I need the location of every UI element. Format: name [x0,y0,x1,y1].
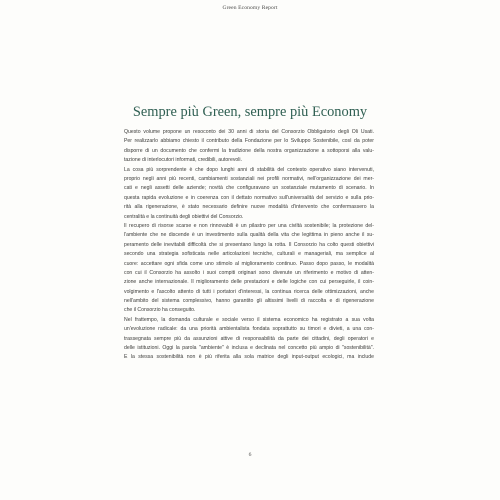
body-line: cuore: accettare ogni sfida come uno stimolo al miglioramento continuo. Passo dopo passo, le modalità [124,260,374,267]
body-line: centralità e la continuità degli obiettivi del Consorzio. [124,213,244,220]
body-line: tazione di interlocutori informati, credibili, autorevoli. [124,157,243,164]
body-line: E la stessa sostenibilità non è più riferita alla sola matrice degli input-output ecologici, ma include [124,354,374,361]
body-line: volgimento e l'ascolto attento di tutti i portatori d'interessi, la continua ricerca delle ottimizzazioni, anche [124,288,374,295]
body-line: Questo volume propone un resoconto dei 30 anni di storia del Consorzio Obbligatorio degli Oli Usati. [124,129,374,135]
body-line: un'evoluzione radicale: da una priorità ambientalista fondata soprattutto su timori e divieti, a una con- [124,326,374,333]
body-line: secondo una strategia sofisticata nelle articolazioni tecniche, culturali e manageriali, ma semplice al [124,251,374,258]
body-line: delle istituzioni. Oggi la parola "ambiente" è inclusa e declinata nel concetto più ampio di "sostenibilità". [124,345,374,352]
body-line: trassegnata sempre più da assunzioni attive di responsabilità da parte dei cittadini, degli operatori e [124,335,374,342]
body-line: che il Consorzio ha conseguito. [124,307,196,314]
running-header: Green Economy Report [222,5,278,11]
chapter-title: Sempre più Green, sempre più Economy [132,104,368,120]
body-text [124,128,374,363]
body-line: nell'ambito del sistema complessivo, hanno garantito gli altissimi livelli di raccolta e di rigenerazione [124,298,374,305]
body-line: questa rapida evoluzione e in coerenza con il dettato normativo sull'universalità del servizio e sulla prio- [124,194,374,201]
body-line: con cui il Consorzio ha assolto i suoi compiti originari sono divenute un riferimento e motivo di atten- [124,269,374,276]
body-line: zione anche internazionale. Il miglioramento delle prestazioni e delle logiche con cui perseguirle, il coin- [124,279,374,286]
body-line: disporre di un documento che confermi la tradizione della nostra organizzazione a sottoporsi alla valu- [124,147,374,154]
body-line: Per realizzarlo abbiamo chiesto il contributo della Fondazione per lo Sviluppo Sostenibile, così da poter [124,138,374,145]
body-line: peramento delle inevitabili difficoltà che si presentano lungo la rotta. Il Consorzio ha colto questi obiettivi [124,241,374,248]
body-line: cati e negli assetti delle aziende; novità che configuravano un sostanziale mutamento di scenario. In [124,185,374,192]
body-line: Nel frattempo, la domanda culturale e sociale verso il sistema economico ha registrato a sua volta [124,316,374,323]
body-line: Il recupero di risorse scarse e non rinnovabili è un pilastro per una civiltà sostenibile; la protezione del- [124,222,374,229]
body-line: l'ambiente che ne discende è un investimento sulla qualità della vita che legittima in pieno anche il su- [124,232,374,239]
body-line: rità alla rigenerazione, è stato necessario definire nuove modalità d'intervento che confermassero la [124,204,374,211]
page-number: 6 [248,452,252,458]
body-line: La cosa più sorprendente è che dopo lunghi anni di stabilità del contesto operativo siano intervenuti, [124,166,374,173]
body-line: proprio negli anni più recenti, cambiamenti sostanziali nei profili normativi, nell'organizzazione dei mer- [124,175,374,182]
